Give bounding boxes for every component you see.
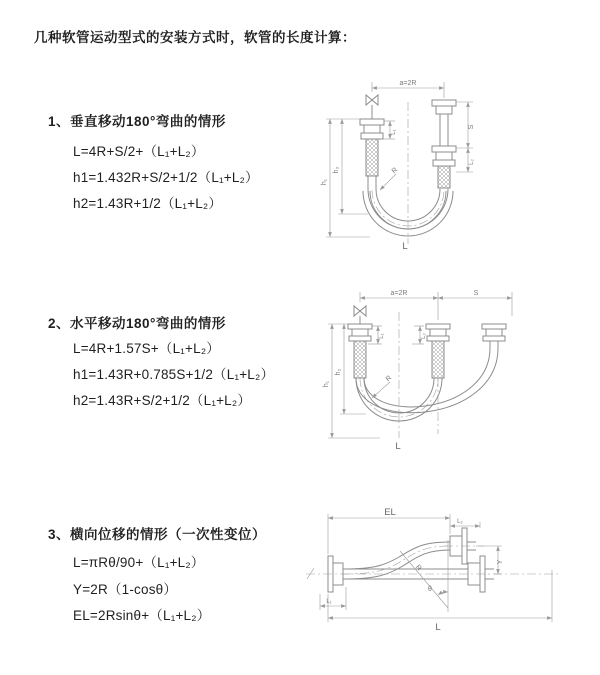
dim-label-l: L (435, 622, 441, 633)
braided-hose-section (432, 341, 444, 378)
section-1-formula-h2: h2=1.43R+1/2（L₁+L₂） (73, 196, 223, 211)
diagram-horizontal-bend (316, 286, 591, 451)
dim-label-l1: L₁ (326, 599, 332, 605)
page-title: 几种软管运动型式的安装方式时，软管的长度计算： (34, 30, 356, 45)
angle-arc (438, 592, 448, 595)
displaced-hose (343, 542, 450, 579)
dim-label-r: R (413, 563, 423, 573)
section-3-formula-EL: EL=2Rsinθ+（L₁+L₂） (73, 608, 211, 623)
right-pipe-fitting (432, 100, 456, 188)
dim-label-h1: h₁ (323, 380, 330, 388)
dim-label-s: S (468, 124, 475, 130)
dim-label-span: a=2R (399, 80, 417, 87)
diagram-lateral-displacement (300, 506, 598, 636)
left-pipe-fitting (360, 119, 384, 189)
dim-label-r: R (384, 374, 394, 384)
dim-label-r: R (390, 166, 400, 176)
dim-label-span: a=2R (390, 290, 408, 297)
dim-label-l1: L₁ (391, 129, 397, 135)
valve-icon (366, 95, 378, 105)
section-3-formula-L: L=πRθ/90+（L₁+L₂） (73, 555, 205, 570)
dim-label-l2: L₂ (457, 519, 463, 525)
braided-hose-section (354, 341, 366, 378)
section-1-heading: 1、垂直移动180°弯曲的情形 (48, 114, 226, 129)
dim-label-l2: L₂ (469, 159, 475, 165)
dim-label-h2: h₂ (335, 368, 342, 376)
braided-hose-section (366, 139, 378, 176)
section-2-formula-h1: h1=1.43R+0.785S+1/2（L₁+L₂） (73, 367, 275, 382)
section-3-formula-Y: Y=2R（1-cosθ） (73, 582, 178, 597)
valve-icon (354, 306, 366, 316)
diagram-vertical-bend (310, 74, 560, 252)
section-2-heading: 2、水平移动180°弯曲的情形 (48, 316, 226, 331)
dim-label-s: S (473, 290, 479, 297)
section-3-heading: 3、横向位移的情形（一次性变位） (48, 527, 267, 542)
dim-label-l: L (402, 241, 408, 252)
dim-label-el: EL (384, 507, 396, 518)
section-1-formula-h1: h1=1.432R+S/2+1/2（L₁+L₂） (73, 170, 259, 185)
section-1-formula-L: L=4R+S/2+（L₁+L₂） (73, 144, 205, 159)
u-bend-hose (356, 348, 498, 421)
braided-hose-section (438, 166, 450, 188)
section-2-formula-h2: h2=1.43R+S/2+1/2（L₁+L₂） (73, 393, 252, 408)
right-pipe-fitting (482, 324, 506, 348)
middle-pipe-fitting (426, 324, 450, 378)
dim-label-l2: L₂ (421, 333, 427, 339)
dim-label-h1: h₁ (321, 178, 328, 186)
left-pipe-fitting (348, 324, 372, 378)
dim-label-h2: h₂ (333, 166, 340, 174)
section-2-formula-L: L=4R+1.57S+（L₁+L₂） (73, 341, 220, 356)
dim-label-l: L (395, 441, 401, 451)
dim-label-theta: θ (428, 586, 432, 593)
dim-label-l1: L₁ (379, 333, 385, 339)
break-mark (307, 568, 314, 579)
dim-label-y: Y (497, 559, 504, 565)
